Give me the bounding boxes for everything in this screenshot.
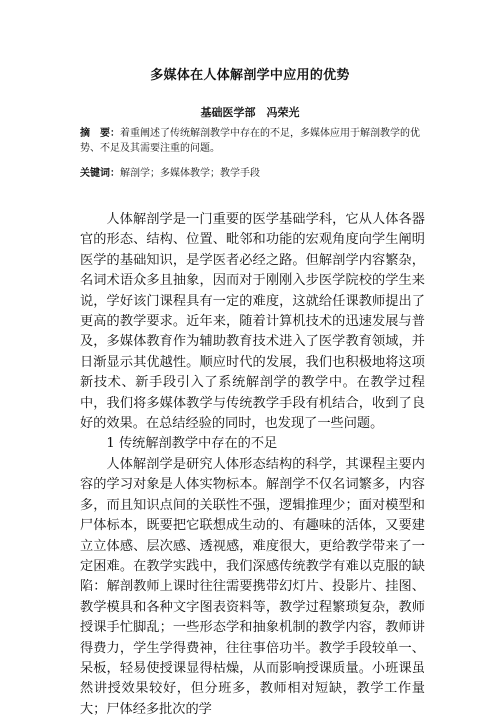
intro-paragraph: 人体解剖学是一门重要的医学基础学科，它从人体各器官的形态、结构、位置、毗邻和功能的宏观角度向学生阐明医学的基础知识，是学医者必经之路。但解剖学内容繁杂，名词术语众多且抽象，因而对于刚刚入步医学院校的学生来说，学好该门课程具有一定的难度，这就给任课教师提出了更高的教学要求。近年来，随着计算机技术的迅速发展与普及，多媒体教育作为辅助教育技术进入了医学教育领域，并日渐显示其优越性。顺应时代的发展，我们也积极地将这项新技术、新手段引入了系统解剖学的教学中。在教学过程中，我们将多媒体教学与传统教学手段有机结合，收到了良好的效果。在总结经验的同时，也发现了一些问题。 bbox=[80, 212, 425, 432]
article-byline: 基础医学部 冯荣光 bbox=[200, 106, 300, 119]
keywords-text: 解剖学；多媒体教学；教学手段 bbox=[120, 168, 260, 179]
section-heading: 1 传统解剖教学中存在的不足 bbox=[106, 436, 278, 452]
abstract-label: 摘 要： bbox=[80, 128, 120, 139]
keywords-block bbox=[80, 166, 425, 181]
article-body bbox=[80, 210, 425, 720]
section-paragraph: 人体解剖学是研究人体形态结构的科学，其课程主要内容的学习对象是人体实物标本。解剖学不仅名词繁多，内容多，而且知识点间的关联性不强，逻辑推理少；面对模型和尸体标本，既要把它联想成生动的、有趣味的活体，又要建立立体感、层次感、透视感，难度很大，更给教学带来了一定困难。在教学实践中，我们深感传统教学有难以克服的缺陷：解剖教师上课时往往需要携带幻灯片、投影片、挂图、教学模具和各种文字图表资料等，教学过程繁琐复杂，教师授课手忙脚乱；一些形态学和抽象机制的教学内容，教师讲得费力，学生学得费神，往往事倍功半。教学手段较单一、呆板，轻易使授课显得枯燥，从而影响授课质量。小班课虽然讲授效果较好，但分班多，教师相对短缺，教学工作量大；尸体经多批次的学 bbox=[80, 456, 425, 717]
abstract-block bbox=[80, 126, 425, 156]
article-title: 多媒体在人体解剖学中应用的优势 bbox=[150, 68, 350, 83]
abstract-text: 着重阐述了传统解剖教学中存在的不足，多媒体应用于解剖教学的优势、不足及其需要注重的问题。 bbox=[80, 128, 420, 154]
keywords-label: 关键词： bbox=[80, 168, 120, 179]
